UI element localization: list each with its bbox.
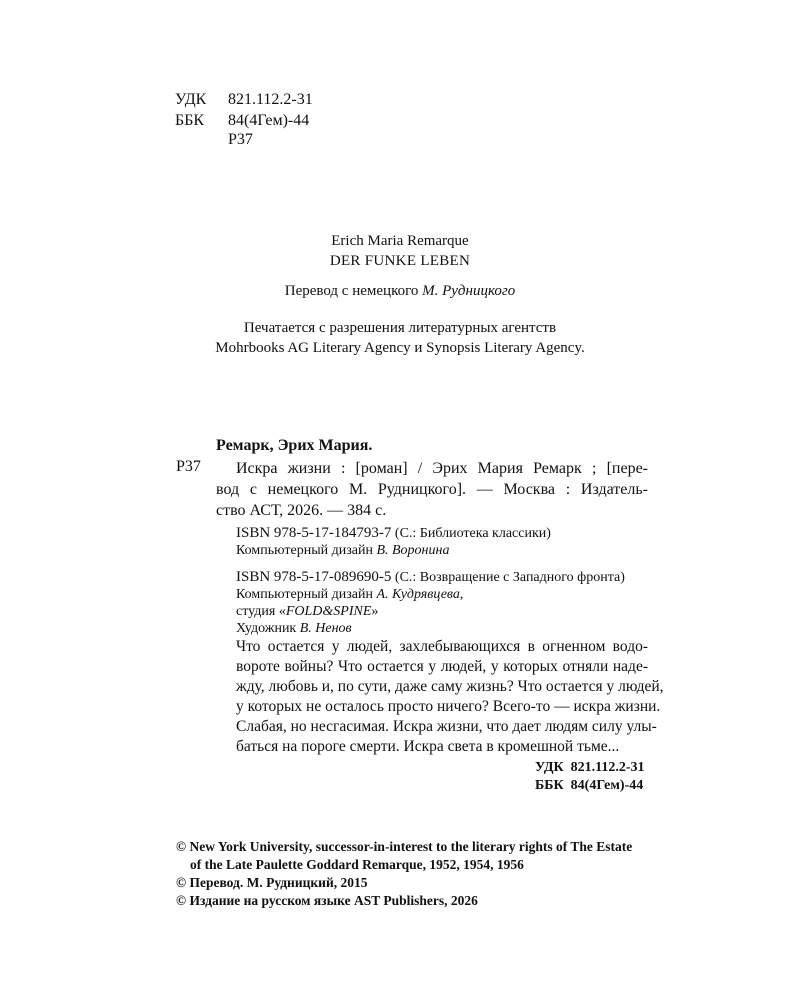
bib-description-line: Искра жизни : [роман] / Эрих Мария Ремарк ; [пере- [236, 460, 648, 477]
udk-label: УДК [175, 91, 207, 108]
bbk-value: 84(4Гем)-44 [228, 112, 310, 129]
copyright-line-1: © New York University, successor-in-interest to the literary rights of The Estate [176, 839, 633, 854]
bbk-footer-code: ББК 84(4Гем)-44 [535, 778, 644, 793]
original-author: Erich Maria Remarque [331, 233, 469, 249]
artist-label: Художник [236, 621, 297, 636]
udk-classification [175, 90, 313, 110]
designer-name: В. Воронина [376, 543, 450, 558]
bib-heading: Ремарк, Эрих Мария. [216, 437, 373, 454]
permission-line-2: Mohrbooks AG Literary Agency и Synopsis Literary Agency. [215, 340, 585, 356]
artist-credit [236, 620, 352, 638]
isbn-2 [236, 568, 625, 587]
translation-prefix: Перевод с немецкого [284, 283, 419, 299]
studio-credit [236, 603, 378, 621]
design-credit-2: Компьютерный дизайн А. Кудрявцева, [236, 587, 464, 602]
isbn-2-series: (С.: Возвращение с Западного фронта) [394, 570, 625, 585]
artist-name: В. Ненов [299, 621, 352, 636]
udk-value: 821.112.2-31 [228, 91, 313, 108]
bib-description-line: вод с немецкого М. Рудницкого]. — Москва : Издатель- [216, 481, 648, 498]
isbn-1 [236, 524, 551, 543]
author-mark: Р37 [228, 131, 253, 148]
copyright-line-3: © Издание на русском языке AST Publishers, 2026 [176, 893, 478, 908]
bib-description-line: ство АСТ, 2026. — 384 с. [216, 502, 387, 519]
copyright-line-1-continued: of the Late Paulette Goddard Remarque, 1952, 1954, 1956 [190, 857, 524, 872]
isbn-1-series: (С.: Библиотека классики) [394, 526, 551, 541]
annotation-line: у которых не осталось просто ничего? Всего-то — искра жизни. [236, 698, 661, 715]
copyright-line-2: © Перевод. М. Рудницкий, 2015 [176, 875, 368, 890]
translation-credit [0, 281, 800, 301]
annotation-line: Что остается у людей, захлебывающихся в огненном водо- [236, 638, 648, 655]
annotation-line: баться на пороге смерти. Искра света в кромешной тьме... [236, 738, 620, 755]
bbk-label: ББК [175, 112, 205, 129]
designer-name: А. Кудрявцева [376, 587, 460, 602]
isbn-1-number: ISBN 978-5-17-184793-7 [236, 525, 392, 541]
design-label: Компьютерный дизайн [236, 587, 373, 602]
studio-prefix: студия « [236, 604, 286, 619]
studio-name: FOLD&SPINE [285, 604, 372, 619]
design-label: Компьютерный дизайн [236, 543, 373, 558]
bib-code: Р37 [176, 458, 201, 475]
udk-footer-code: УДК 821.112.2-31 [535, 760, 645, 775]
annotation-line: жду, любовь и, по сути, даже саму жизнь? Что остается у людей, [236, 678, 664, 695]
annotation-line: вороте войны? Что остается у людей, у которых отняли наде- [236, 658, 648, 675]
annotation-line: Слабая, но несгасимая. Искра жизни, что дает людям силу улы- [236, 718, 657, 735]
design-credit-1 [236, 542, 449, 560]
isbn-2-number: ISBN 978-5-17-089690-5 [236, 569, 392, 585]
bbk-classification [175, 111, 309, 131]
studio-suffix: » [371, 604, 379, 619]
translator-name: М. Рудницкого [422, 283, 516, 299]
original-title: DER FUNKE LEBEN [329, 253, 471, 269]
permission-line-1: Печатается с разрешения литературных агентств [243, 320, 557, 336]
